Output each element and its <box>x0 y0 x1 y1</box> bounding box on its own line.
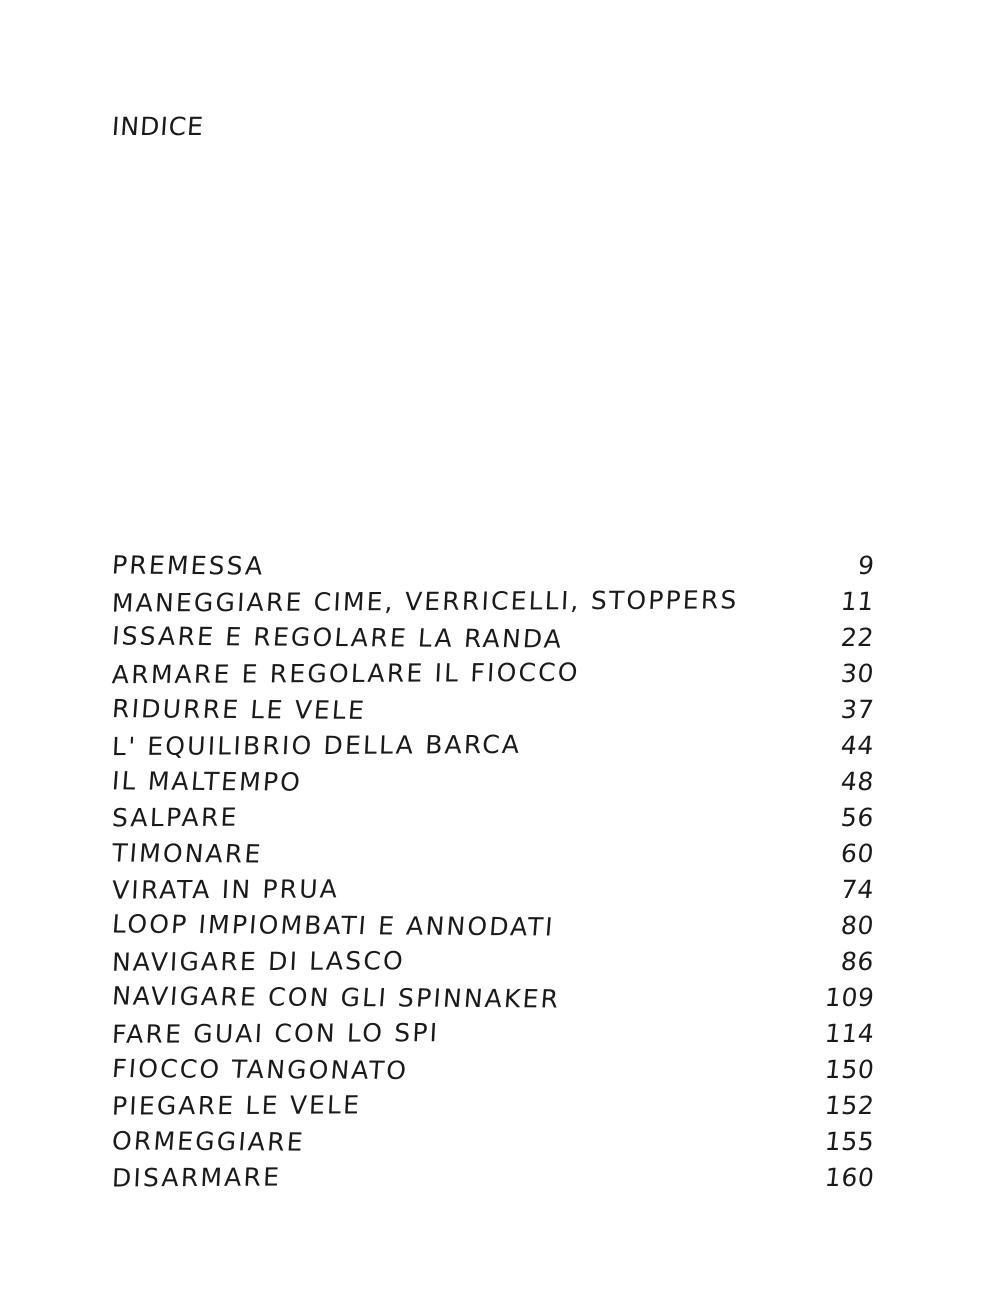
toc-page-number: 109 <box>823 983 876 1012</box>
toc-row <box>112 1088 874 1124</box>
toc-page-number: 30 <box>839 659 876 688</box>
toc-entry-title: TIMONARE <box>110 838 264 869</box>
toc-row <box>112 584 874 620</box>
toc-page-number: 80 <box>839 911 876 940</box>
table-of-contents <box>112 548 874 1196</box>
toc-page-number: 37 <box>839 695 876 724</box>
toc-row <box>112 764 874 800</box>
toc-row <box>112 692 874 728</box>
toc-page-number: 155 <box>823 1127 876 1156</box>
toc-entry-title: NAVIGARE DI LASCO <box>111 946 406 977</box>
toc-entry-title: RIDURRE LE VELE <box>110 694 368 725</box>
toc-row <box>112 1124 874 1160</box>
toc-page-number: 152 <box>823 1091 876 1120</box>
toc-entry-title: FARE GUAI CON LO SPI <box>111 1018 440 1049</box>
toc-row <box>112 1016 874 1052</box>
toc-entry-title: LOOP IMPIOMBATI E ANNODATI <box>111 909 556 942</box>
toc-page-number: 9 <box>856 551 876 580</box>
toc-page-number: 114 <box>823 1019 876 1048</box>
toc-page-number: 22 <box>839 623 876 652</box>
toc-row <box>112 980 874 1016</box>
toc-entry-title: ISSARE E REGOLARE LA RANDA <box>111 621 565 654</box>
toc-page-number: 150 <box>823 1055 876 1084</box>
toc-row <box>112 620 874 656</box>
toc-entry-title: PREMESSA <box>110 550 266 581</box>
toc-entry-title: FIOCCO TANGONATO <box>110 1053 410 1086</box>
toc-entry-title: NAVIGARE CON GLI SPINNAKER <box>111 981 562 1014</box>
toc-entry-title: PIEGARE LE VELE <box>111 1090 362 1121</box>
toc-row <box>112 908 874 944</box>
toc-row <box>112 1160 874 1196</box>
toc-page-number: 56 <box>839 803 876 832</box>
toc-page-number: 48 <box>839 767 876 796</box>
toc-row <box>112 728 874 764</box>
toc-entry-title: ARMARE E REGOLARE IL FIOCCO <box>111 657 581 690</box>
toc-entry-title: VIRATA IN PRUA <box>111 874 340 905</box>
toc-entry-title: SALPARE <box>111 802 240 833</box>
toc-entry-title: DISARMARE <box>111 1162 282 1193</box>
toc-row <box>112 836 874 872</box>
toc-row <box>112 548 874 584</box>
toc-page-number: 11 <box>839 587 876 616</box>
toc-row <box>112 800 874 836</box>
toc-page-number: 86 <box>839 947 876 976</box>
toc-row <box>112 944 874 980</box>
toc-page-number: 160 <box>823 1163 876 1192</box>
toc-row <box>112 1052 874 1088</box>
toc-page-number: 74 <box>839 875 876 904</box>
toc-row <box>112 656 874 692</box>
page-title: INDICE <box>110 112 205 141</box>
toc-page-number: 44 <box>839 731 876 760</box>
toc-entry-title: ORMEGGIARE <box>110 1126 306 1157</box>
toc-entry-title: MANEGGIARE CIME, VERRICELLI, STOPPERS <box>111 585 740 618</box>
toc-entry-title: L' EQUILIBRIO DELLA BARCA <box>111 729 522 762</box>
toc-entry-title: IL MALTEMPO <box>110 766 304 797</box>
toc-page-number: 60 <box>839 839 876 868</box>
toc-row <box>112 872 874 908</box>
